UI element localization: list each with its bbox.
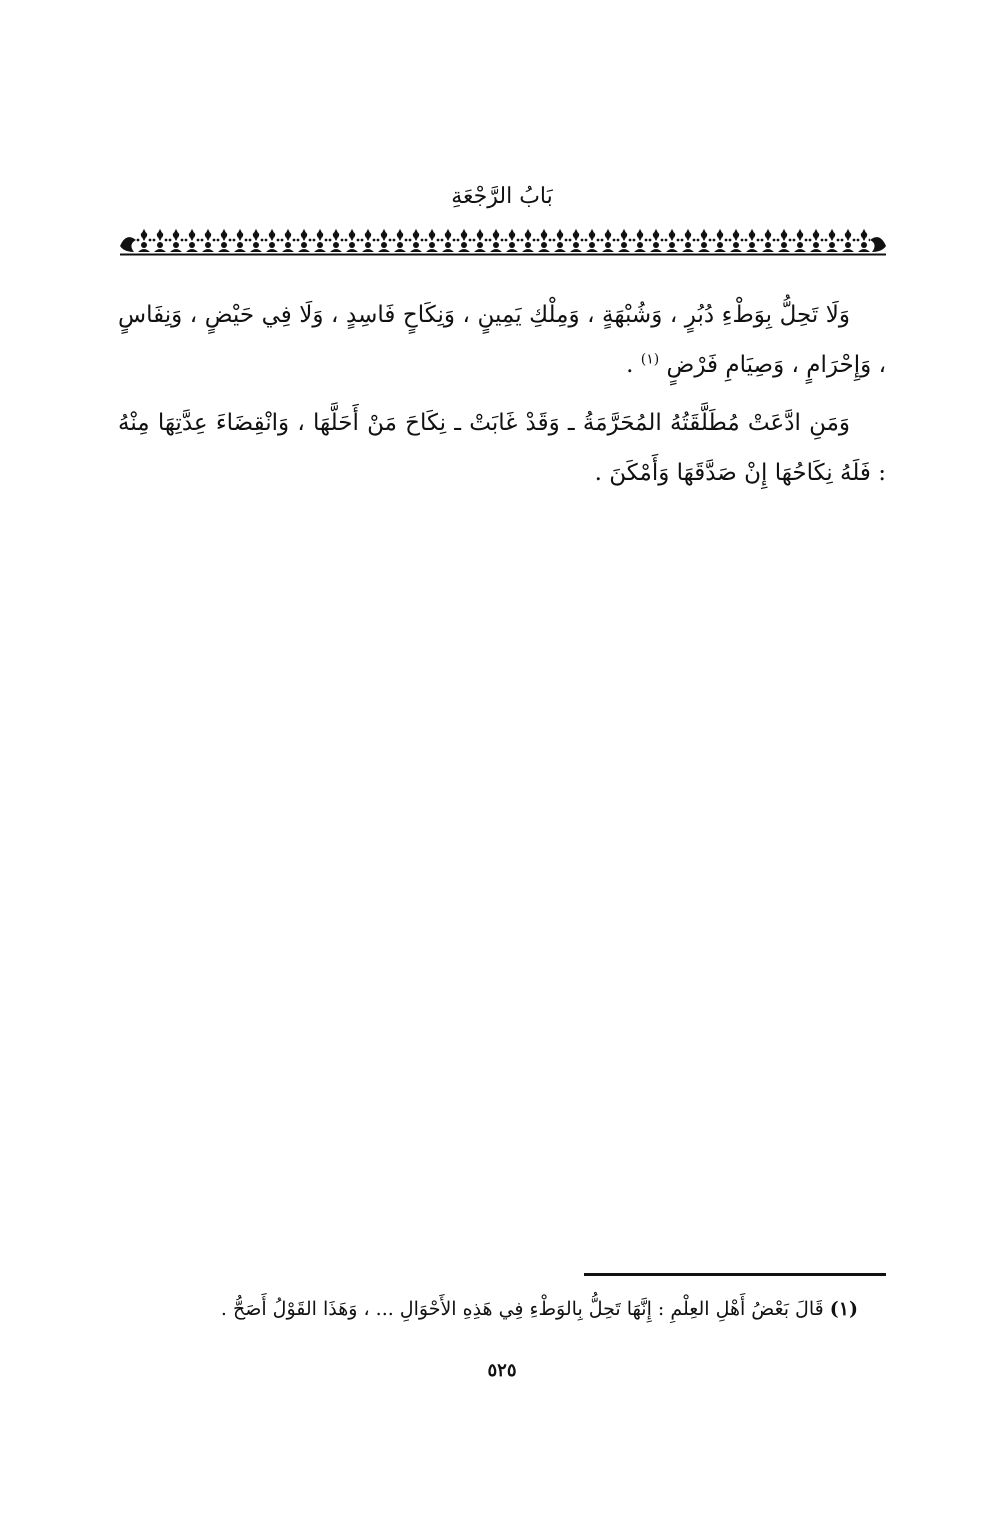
footnote [118, 1292, 858, 1326]
paragraph-2: وَمَنِ ادَّعَتْ مُطَلَّقَتُهُ المُحَرَّمَةُ ـ وَقَدْ غَابَتْ ـ نِكَاحَ مَنْ أَحَلَّهَا ، وَانْقِضَاءَ عِدَّتِهَا مِنْهُ : فَلَهُ نِكَاحُهَا إِنْ صَدَّقَهَا وَأَمْكَنَ . [118, 410, 886, 486]
footnote-text: قَالَ بَعْضُ أَهْلِ العِلْمِ : إِنَّهَا تَحِلُّ بِالوَطْءِ فِي هَذِهِ الأَحْوَالِ ... ، وَهَذَا القَوْلُ أَصَحُّ . [220, 1298, 830, 1320]
footnote-marker: (١) [640, 351, 660, 368]
footnote-number: (١) [829, 1298, 858, 1320]
chapter-title: بَابُ الرَّجْعَةِ [451, 184, 553, 209]
paragraph-1 [118, 290, 886, 390]
paragraph-1-end: . [626, 352, 641, 378]
ornamental-border [120, 226, 886, 256]
footnote-separator [584, 1273, 886, 1276]
main-text [118, 290, 886, 506]
page-number: ٥٢٥ [487, 1360, 517, 1381]
paragraph-1-text: وَلَا تَحِلُّ بِوَطْءِ دُبُرٍ ، وَشُبْهَةٍ ، وَمِلْكِ يَمِينٍ ، وَنِكَاحٍ فَاسِدٍ ، وَلَا فِي حَيْضٍ ، وَنِفَاسٍ ، وَإِحْرَامٍ ، وَصِيَامِ فَرْضٍ [118, 302, 886, 378]
